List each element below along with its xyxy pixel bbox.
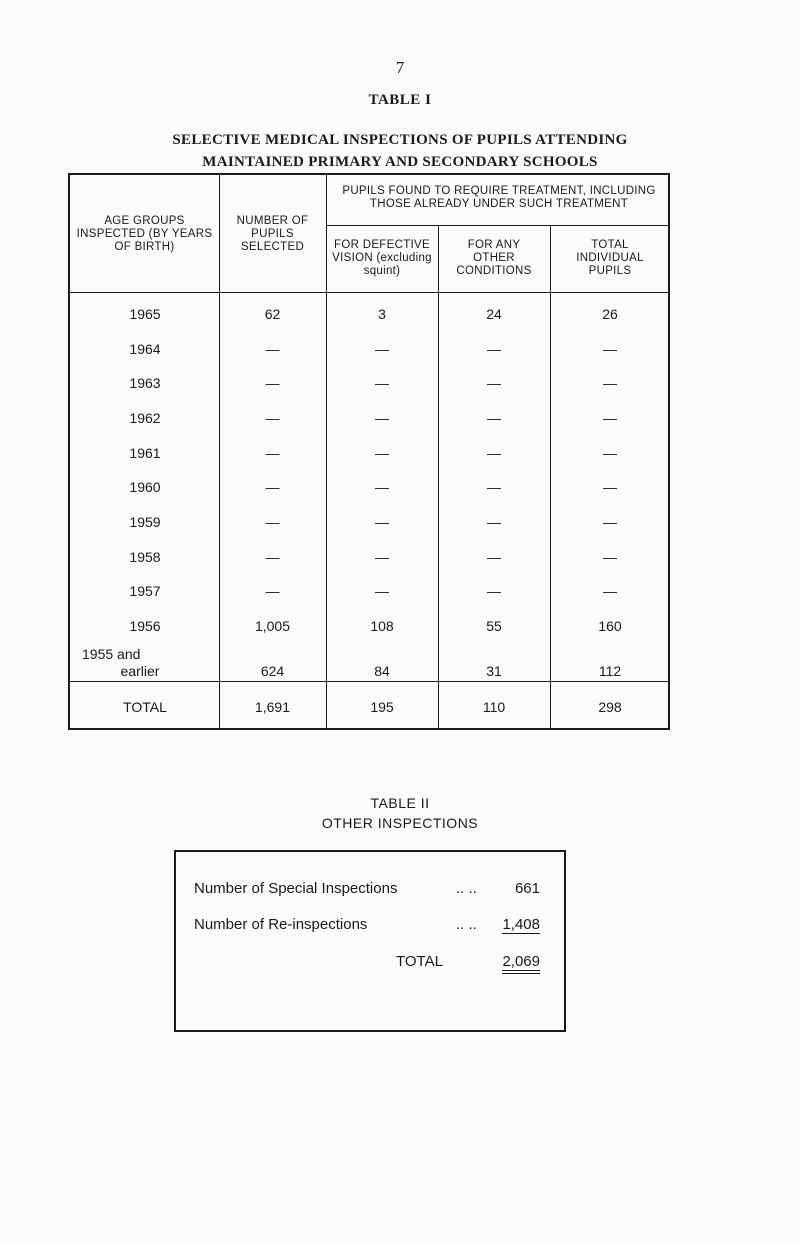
row-selected: — [265, 479, 280, 495]
row-year: 1955 and [82, 646, 141, 662]
special-inspections-value: 661 [514, 880, 540, 897]
special-inspections-label: Number of Special Inspections [194, 880, 398, 897]
table1-subtitle-line2: MAINTAINED PRIMARY AND SECONDARY SCHOOLS [202, 154, 598, 170]
row-total: — [603, 479, 617, 495]
total-vision: 195 [370, 699, 394, 715]
table2-subtitle: OTHER INSPECTIONS [321, 815, 479, 831]
row-other: — [487, 479, 501, 495]
table2-total-value: 2,069 [502, 953, 540, 974]
row-other: 31 [486, 663, 502, 679]
row-total: — [603, 549, 617, 565]
row-other: — [487, 375, 501, 391]
row-year: 1965 [129, 306, 161, 322]
header-defective-vision: FOR DEFECTIVE VISION (excluding squint) [332, 239, 432, 277]
row-other: — [487, 583, 501, 599]
row-year: 1957 [129, 583, 161, 599]
row-total: — [603, 375, 617, 391]
header-total-individual: TOTAL INDIVIDUAL PUPILS [576, 239, 644, 277]
row-total: 26 [602, 306, 618, 322]
col-divider [438, 225, 439, 728]
row-total: 112 [598, 663, 622, 679]
row-vision: — [375, 375, 389, 391]
row-other: — [487, 445, 501, 461]
row-year: 1962 [129, 410, 161, 426]
row-selected: — [265, 410, 280, 426]
header-other-conditions: FOR ANY OTHER CONDITIONS [456, 239, 532, 277]
row-vision: — [375, 445, 389, 461]
total-total: 298 [598, 699, 622, 715]
col-divider [550, 225, 551, 728]
row-vision: — [375, 479, 389, 495]
leader-dots: .. .. [456, 916, 477, 933]
row-selected: 1,005 [254, 618, 291, 634]
total-rule [70, 681, 668, 682]
header-found-group: PUPILS FOUND TO REQUIRE TREATMENT, INCLUDING THOSE ALREADY UNDER SUCH TREATMENT [342, 185, 656, 210]
table1-title: TABLE I [368, 92, 432, 108]
row-total: — [603, 514, 617, 530]
row-selected: — [265, 514, 280, 530]
row-total: — [603, 341, 617, 357]
row-vision: — [375, 410, 389, 426]
row-other: — [487, 549, 501, 565]
row-total: — [603, 410, 617, 426]
total-label: TOTAL [123, 699, 167, 715]
header-number-selected: NUMBER OF PUPILS SELECTED [236, 215, 309, 253]
row-selected: — [265, 583, 280, 599]
header-divider [326, 225, 668, 226]
row-year: 1960 [129, 479, 161, 495]
table2-total-label: TOTAL [396, 953, 443, 970]
row-other: 24 [486, 306, 502, 322]
row-vision: — [375, 583, 389, 599]
row-year: 1958 [129, 549, 161, 565]
row-year: 1961 [129, 445, 161, 461]
table2 [174, 850, 566, 1032]
row-selected: — [265, 549, 280, 565]
reinspections-value: 1,408 [502, 916, 540, 933]
table1-subtitle-line1: SELECTIVE MEDICAL INSPECTIONS OF PUPILS ATTENDING [172, 132, 628, 148]
row-other: — [487, 514, 501, 530]
row-vision: — [375, 341, 389, 357]
row-other: 55 [486, 618, 502, 634]
row-selected: — [265, 375, 280, 391]
row-vision: 108 [370, 618, 394, 634]
row-selected: — [265, 341, 280, 357]
row-year: 1959 [129, 514, 161, 530]
header-age-groups: AGE GROUPS INSPECTED (BY YEARS OF BIRTH) [76, 215, 213, 253]
row-other: — [487, 341, 501, 357]
row-selected: 62 [264, 306, 281, 322]
row-selected: — [265, 445, 280, 461]
row-year: 1956 [129, 618, 161, 634]
table2-heading [0, 793, 800, 833]
row-total: — [603, 583, 617, 599]
total-other: 110 [482, 699, 506, 715]
row-total: 160 [598, 618, 622, 634]
header-bottom-rule [70, 292, 668, 293]
row-vision: — [375, 514, 389, 530]
page-number: 7 [395, 58, 405, 77]
row-vision: 3 [378, 306, 386, 322]
row-year: 1963 [129, 375, 161, 391]
reinspections-label: Number of Re-inspections [194, 916, 368, 933]
row-vision: — [375, 549, 389, 565]
total-selected: 1,691 [254, 699, 291, 715]
leader-dots: .. .. [456, 880, 477, 897]
row-vision: 84 [374, 663, 390, 679]
table1 [68, 173, 670, 730]
row-year-continued: earlier [120, 663, 160, 679]
row-total: — [603, 445, 617, 461]
row-year: 1964 [129, 341, 161, 357]
row-selected: 624 [260, 663, 285, 679]
row-other: — [487, 410, 501, 426]
table1-subtitle [0, 129, 800, 173]
table2-title: TABLE II [370, 795, 430, 811]
